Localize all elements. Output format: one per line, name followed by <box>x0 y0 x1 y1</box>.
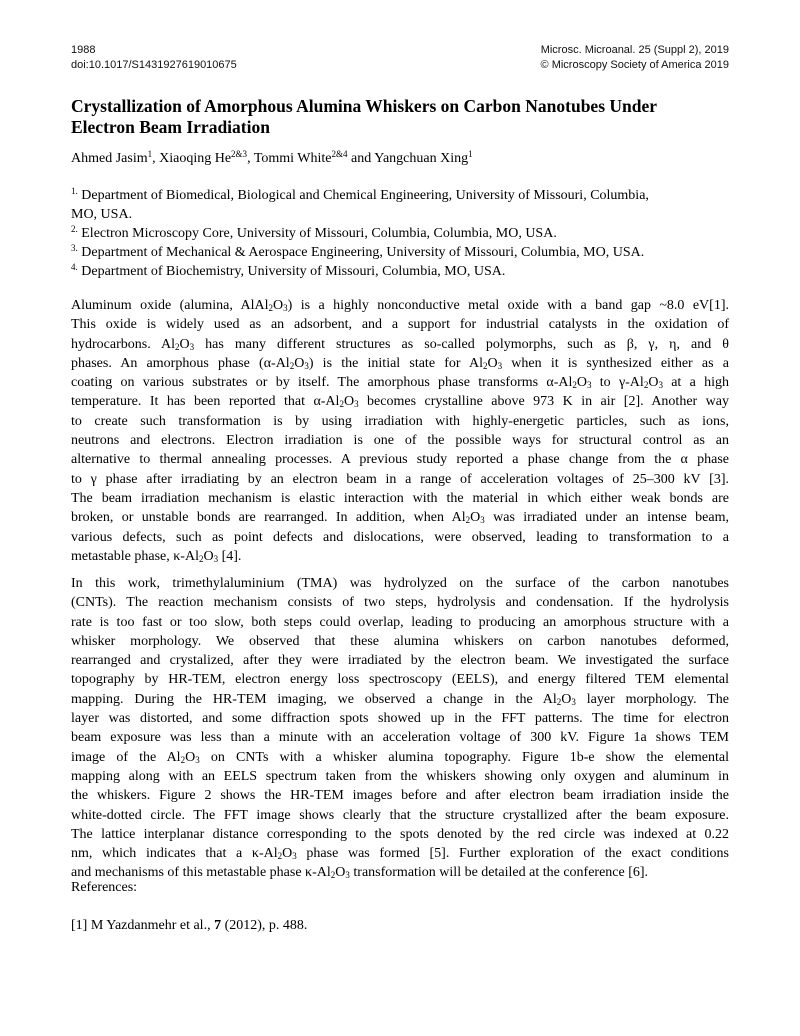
affiliation-number: 2. <box>71 224 78 234</box>
text-line: and mechanisms of this metastable phase $\kappa-Al_2O_3$ transformation will be detailed at the conference [6]. <box>71 865 649 881</box>
reference-text: (2012), p. 488. <box>221 918 308 933</box>
text-line: rate is too fast or too slow, both steps could overlap, leading to producing an amorphous structure with a <box>71 614 729 630</box>
affiliation-item <box>71 224 736 243</box>
affiliation-item <box>71 186 736 205</box>
affiliation-item-continued: MO, USA. <box>71 207 133 222</box>
text-line: to create such transformation is by using irradiation with highly-energetic particles, such as ions, <box>71 413 729 429</box>
affiliation-text: Department of Mechanical & Aerospace Engineering, University of Missouri, Columbia, MO, USA. <box>77 245 645 260</box>
text-line: metastable phase, $\kappa-Al_2O_3$ [4]. <box>71 548 242 564</box>
author-name: Xiaoqing He <box>159 151 232 166</box>
paper-title <box>71 96 731 138</box>
text-line: rearranged and crystalized, after they were irradiated by the electron beam. We investigated the surface <box>71 653 729 669</box>
affiliation-text: Electron Microscopy Core, University of Missouri, Columbia, Columbia, MO, USA. <box>77 226 557 241</box>
affiliation-number: 3. <box>71 243 78 253</box>
author-list <box>71 150 731 168</box>
reference-volume: 7 <box>214 918 222 933</box>
title-line-1: Crystallization of Amorphous Alumina Whiskers on Carbon Nanotubes Under <box>71 96 658 116</box>
author-affiliation-mark: 2&3 <box>231 149 248 159</box>
reference-item <box>71 918 307 934</box>
affiliation-item <box>71 243 736 262</box>
author-name: Ahmed Jasim <box>71 151 148 166</box>
text-line: The lattice interplanar distance corresponding to the spots denoted by the red circle was indexed at 0.22 <box>71 826 729 842</box>
affiliation-number: 1. <box>71 186 78 196</box>
affiliation-text: Department of Biomedical, Biological and Chemical Engineering, University of Missouri, Columbia, <box>77 188 649 203</box>
text-line: alternative to thermal annealing processes. A previous study reported a phase change from the α phase <box>71 452 729 468</box>
running-header-left <box>71 43 237 73</box>
author-separator: , <box>247 151 254 166</box>
text-line: image of the $Al_2O_3$ on CNTs with a whisker alumina topography. Figure 1b-e show the elemental <box>71 749 730 765</box>
affiliation-item <box>71 262 736 281</box>
body-paragraph-2 <box>71 574 729 883</box>
author-separator: , <box>152 151 160 166</box>
journal-citation: Microsc. Microanal. 25 (Suppl 2), 2019 <box>540 44 729 56</box>
text-line: temperature. It has been reported that $\alpha-Al_2O_3$ becomes crystalline above 973 K in air [2]. Another way <box>71 394 729 410</box>
author-affiliation-mark: 2&4 <box>331 149 348 159</box>
text-line: Aluminum oxide (alumina, $AlAl_2O_3$) is a highly nonconductive metal oxide with a band gap ~8.0 eV[1]. <box>71 298 729 313</box>
affiliation-number: 4. <box>71 262 78 272</box>
text-line: neutrons and electrons. Electron irradiation is one of the possible ways for structural control as an <box>71 433 729 449</box>
text-line: broken, or unstable bonds are rearranged. In addition, when $Al_2O_3$ was irradiated under an intense beam, <box>71 510 729 526</box>
author-name: Yangchuan Xing <box>374 151 469 166</box>
author-affiliation-mark: 1 <box>468 149 473 159</box>
text-line: to γ phase after irradiating by an electron beam in a range of acceleration voltages of 25–300 kV [3]. <box>71 471 729 487</box>
text-line: coating on various substrates or by itself. The amorphous phase transforms $\alpha-Al_2O_3$ to $\gamma-Al_2O_3$ at a high <box>71 375 729 391</box>
text-line: the whiskers. Figure 2 shows the HR-TEM images before and after electron beam irradiation inside the <box>71 788 729 804</box>
text-line: various defects, such as point defects and dislocations, were observed, leading to transformation to a <box>71 529 729 545</box>
text-line: (CNTs). The reaction mechanism consists of two steps, hydrolysis and condensation. If the hydrolysis <box>71 595 729 611</box>
text-line: topography by HR-TEM, electron energy loss spectroscopy (EELS), and energy filtered TEM elemental <box>71 672 729 688</box>
text-line: whisker morphology. We observed that these alumina whiskers on carbon nanotubes deformed, <box>71 633 729 649</box>
text-line: The beam irradiation mechanism is elastic interaction with the material in which either weak bonds are <box>71 490 729 506</box>
text-line: In this work, trimethylaluminium (TMA) was hydrolyzed on the surface of the carbon nanotubes <box>71 576 729 591</box>
title-line-2: Electron Beam Irradiation <box>71 117 270 137</box>
author-separator: and <box>347 151 375 166</box>
author-affiliation-mark: 1 <box>147 149 153 159</box>
page-number: 1988 <box>71 44 96 56</box>
text-line: This oxide is widely used as an adsorbent, and a support for industrial catalysts in the oxidation of <box>71 317 729 333</box>
doi-text: doi:10.1017/S1431927619010675 <box>71 59 237 71</box>
affiliation-text: Department of Biochemistry, University of Missouri, Columbia, MO, USA. <box>77 264 506 279</box>
chem-formula-al2o3: $Al_2O_3$ <box>254 298 288 313</box>
text-line: mapping along with an EELS spectrum taken from the whiskers showing only oxygen and aluminum in <box>71 768 729 784</box>
author-name: Tommi White <box>253 151 332 166</box>
running-header-right <box>541 43 729 73</box>
text-line: layer was distorted, and some diffraction spots showed up in the FFT patterns. The time for electron <box>71 711 729 727</box>
text-line: hydrocarbons. $Al_2O_3$ has many different structures as so-called polymorphs, such as β, γ, η, and θ <box>71 336 729 352</box>
references-heading: References: <box>71 880 138 895</box>
text-line: phases. An amorphous phase $(\alpha-Al_2O_3)$ is the initial state for $Al_2O_3$ when it is synthesized either as a <box>71 355 729 371</box>
text-line: beam exposure was less than a minute with an acceleration voltage of 300 kV. Figure 1a shows TEM <box>71 730 729 746</box>
text-line: mapping. During the HR-TEM imaging, we observed a change in the $Al_2O_3$ layer morphology. The <box>71 691 729 707</box>
copyright-notice: © Microscopy Society of America 2019 <box>540 59 729 71</box>
affiliation-list <box>71 186 736 281</box>
text-line: nm, which indicates that a $\kappa-Al_2O_3$ phase was formed [5]. Further exploration of the exact conditions <box>71 846 729 862</box>
text-line: white-dotted circle. The FFT image shows clearly that the structure crystallized after the beam exposure. <box>71 807 729 823</box>
reference-text: [1] M Yazdanmehr et al., <box>71 918 215 933</box>
body-paragraph-1 <box>71 296 729 566</box>
